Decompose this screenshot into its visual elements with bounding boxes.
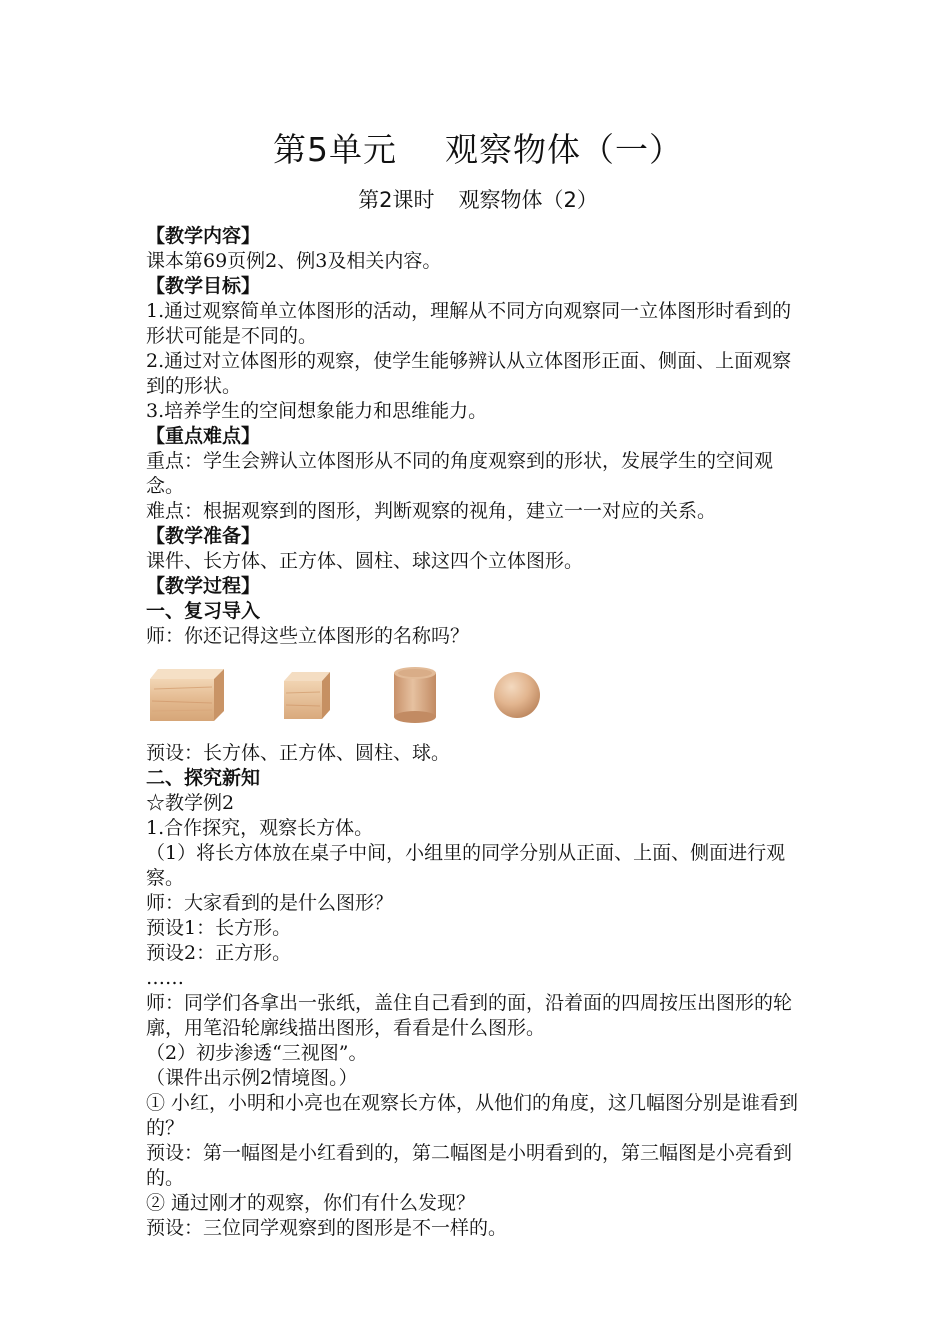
part2-line: 1.合作探究，观察长方体。 <box>146 817 374 839</box>
prep-heading: 【教学准备】 <box>146 525 261 547</box>
lesson-label: 第2课时 <box>358 188 435 212</box>
prep-text: 课件、长方体、正方体、圆柱、球这四个立体图形。 <box>146 550 584 572</box>
unit-name: 观察物体（一） <box>445 130 683 169</box>
part2-line: 预设：三位同学观察到的图形是不一样的。 <box>146 1217 508 1239</box>
key-point: 难点：根据观察到的图形，判断观察的视角，建立一一对应的关系。 <box>146 500 717 522</box>
sphere-image <box>492 670 542 720</box>
key-points-heading: 【重点难点】 <box>146 425 261 447</box>
document-page <box>146 128 810 1241</box>
lesson-subtitle <box>146 186 810 214</box>
part2-line: （1）将长方体放在桌子中间，小组里的同学分别从正面、上面、侧面进行观察。 <box>146 842 786 889</box>
part1-heading: 一、复习导入 <box>146 600 261 622</box>
page-title <box>146 128 810 172</box>
goal-item: 3.培养学生的空间想象能力和思维能力。 <box>146 400 488 422</box>
process-heading: 【教学过程】 <box>146 575 261 597</box>
part2-line: …… <box>146 967 184 989</box>
solid-shapes-row <box>146 656 810 734</box>
content-heading: 【教学内容】 <box>146 225 261 247</box>
cylinder-image <box>390 665 440 725</box>
part2-line: 预设：第一幅图是小红看到的，第二幅图是小明看到的，第三幅图是小亮看到的。 <box>146 1142 793 1189</box>
part2-line: 预设1：长方形。 <box>146 917 292 939</box>
lesson-name: 观察物体（2） <box>458 188 598 212</box>
part1-answer: 预设：长方体、正方体、圆柱、球。 <box>146 742 451 764</box>
part2-line: 师：同学们各拿出一张纸，盖住自己看到的面，沿着面的四周按压出图形的轮廓，用笔沿轮廓线描出图形，看看是什么图形。 <box>146 992 793 1039</box>
part2-line: ☆教学例2 <box>146 792 235 814</box>
cube-image <box>282 669 332 721</box>
goal-item: 2.通过对立体图形的观察，使学生能够辨认从立体图形正面、侧面、上面观察到的形状。 <box>146 350 792 397</box>
unit-label: 第5单元 <box>273 130 397 169</box>
part2-line: 预设2：正方形。 <box>146 942 292 964</box>
part2-line: 师：大家看到的是什么图形？ <box>146 892 394 914</box>
part2-heading: 二、探究新知 <box>146 767 261 789</box>
content-text: 课本第69页例2、例3及相关内容。 <box>146 250 442 272</box>
part2-line: （2）初步渗透“三视图”。 <box>146 1042 368 1064</box>
goals-heading: 【教学目标】 <box>146 275 261 297</box>
part2-line: ② 通过刚才的观察，你们有什么发现？ <box>146 1192 476 1214</box>
cuboid-image <box>146 665 226 725</box>
part2-line: （课件出示例2情境图。） <box>146 1067 358 1089</box>
part2-line: ① 小红，小明和小亮也在观察长方体，从他们的角度，这几幅图分别是谁看到的？ <box>146 1092 799 1139</box>
goal-item: 1.通过观察简单立体图形的活动，理解从不同方向观察同一立体图形时看到的形状可能是不同的。 <box>146 300 792 347</box>
part1-line: 师：你还记得这些立体图形的名称吗？ <box>146 625 470 647</box>
key-point: 重点：学生会辨认立体图形从不同的角度观察到的形状，发展学生的空间观念。 <box>146 450 774 497</box>
